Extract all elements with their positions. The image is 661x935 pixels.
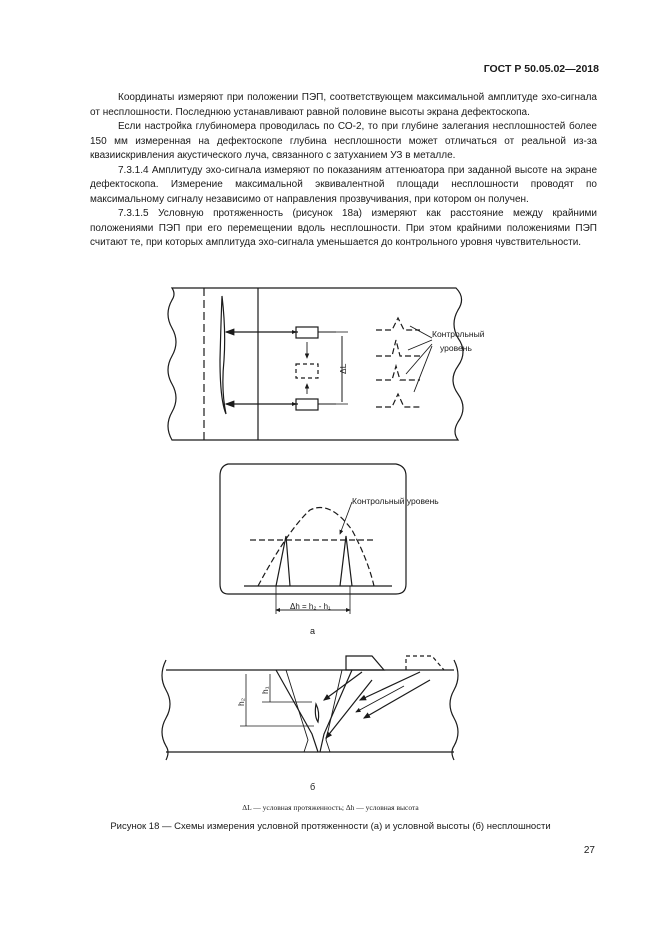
- label-h1: h₁: [260, 686, 270, 694]
- figure-caption: Рисунок 18 — Схемы измерения условной протяженности (а) и условной высоты (б) несплошности: [110, 821, 551, 832]
- paragraph: Координаты измеряют при положении ПЭП, соответствующем максимальной амплитуде эхо-сигнала от несплошности. Последнюю устанавливают равной половине высоты экрана дефектоскопа.: [90, 92, 597, 118]
- control-level-leaders: [406, 326, 432, 392]
- defect-shape: [220, 296, 226, 414]
- paragraph: 7.3.1.5 Условную протяженность (рисунок 18а) измеряют как расстояние между крайними положениями ПЭП при его перемещении вдоль несплошности. При этом крайними положениями ПЭП считают те, при которых амплитуда эхо-сигнала уменьшается до контрольного уровня чувствительности.: [90, 208, 597, 248]
- left-break: [162, 660, 170, 760]
- label-delta-L: ΔL: [338, 363, 348, 374]
- paragraph: 7.3.1.4 Амплитуду эхо-сигнала измеряют по показаниям аттенюатора при заданной высоте на экране дефектоскопа. Измерение максимальной эквивалентной площади несплошности проводят по максимальному сигналу независимо от направления прозвучивания, при котором он получен.: [90, 164, 597, 205]
- plate-outline: [168, 288, 463, 440]
- probe-top: [296, 327, 318, 338]
- probe-bottom: [296, 399, 318, 410]
- screen-outline: [220, 464, 406, 594]
- label-control-level-2: уровень: [440, 343, 472, 353]
- figure-legend: ΔL — условная протяженность; Δh — условная высота: [242, 803, 419, 812]
- weld-groove-left: [276, 670, 318, 752]
- defect-vertical: [315, 704, 318, 722]
- probe-solid: [346, 656, 384, 670]
- beam-3: [360, 672, 420, 700]
- signal-traces: [376, 318, 420, 407]
- oscillogram-diagram: [220, 464, 406, 614]
- plan-view-diagram: [168, 288, 463, 440]
- right-break: [450, 660, 458, 760]
- label-control-level-1: Контрольный: [432, 329, 485, 339]
- probe-middle: [296, 364, 318, 378]
- cross-section-diagram: [162, 656, 458, 760]
- page-number: 27: [583, 845, 595, 856]
- envelope-curve: [258, 508, 374, 587]
- label-sub-b: б: [310, 782, 316, 792]
- signal-pulse-2: [340, 536, 352, 586]
- paragraph: Если настройка глубиномера проводилась по СО-2, то при глубине залегания несплошностей более 150 мм измеренная на дефектоскопе глубина несплошности может отличаться от реальной из-за квазиискривления акустического луча, связанного с затуханием УЗ в металле.: [90, 121, 597, 161]
- label-delta-h-formula: Δh = h₂ - h₁: [290, 602, 331, 611]
- probe-dashed: [406, 656, 444, 670]
- label-sub-a: а: [310, 626, 316, 636]
- label-control-level: Контрольный уровень: [352, 496, 439, 506]
- beam-4: [364, 680, 430, 718]
- label-h2: h₂: [236, 697, 246, 706]
- standard-header: ГОСТ Р 50.05.02—2018: [483, 63, 599, 75]
- beam-1: [324, 672, 362, 700]
